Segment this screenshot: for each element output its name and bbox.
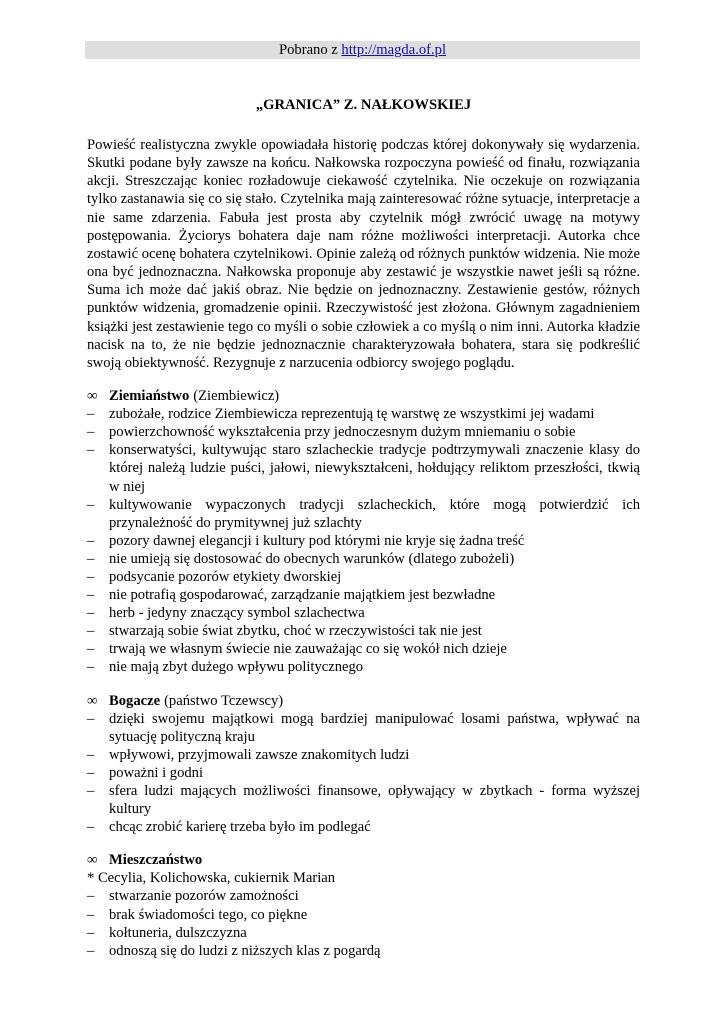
list-item: – stwarzają sobie świat zbytku, choć w rzeczywistości tak nie jest	[87, 622, 640, 640]
section-heading-subtitle: (państwo Tczewscy)	[164, 692, 284, 709]
section-1	[87, 692, 640, 837]
list-item: – dzięki swojemu majątkowi mogą bardziej manipulować losami państwa, wpływać na sytuację polityczną kraju	[87, 710, 640, 746]
list-item: – stwarzanie pozorów zamożności	[87, 887, 640, 905]
section-note: * Cecylia, Kolichowska, cukiernik Marian	[87, 870, 336, 887]
list-item: – kołtuneria, dulszczyzna	[87, 924, 640, 942]
section-heading	[87, 387, 640, 405]
list-item: – nie potrafią gospodarować, zarządzanie majątkiem jest bezwładne	[87, 586, 640, 604]
list-item: – brak świadomości tego, co piękne	[87, 906, 640, 924]
section-heading-label: Bogacze	[109, 692, 161, 709]
section-heading-label: Ziemiaństwo	[109, 388, 190, 405]
list-item: – herb - jedyny znaczący symbol szlachectwa	[87, 604, 640, 622]
sections-container	[87, 387, 640, 960]
section-list	[87, 405, 640, 676]
list-item: – kultywowanie wypaczonych tradycji szlacheckich, które mogą potwierdzić ich przynależność do prymitywnej już szlachty	[87, 496, 640, 532]
section-list	[87, 710, 640, 837]
list-item: – nie mają zbyt dużego wpływu politycznego	[87, 658, 640, 676]
download-source-bar	[85, 41, 640, 59]
list-item: – odnoszą się do ludzi z niższych klas z pogardą	[87, 942, 640, 960]
list-item: – chcąc zrobić karierę trzeba było im podlegać	[87, 818, 640, 836]
section-2	[87, 851, 640, 960]
infinity-bullet-icon: ∞	[87, 852, 98, 869]
list-item: – podsycanie pozorów etykiety dworskiej	[87, 568, 640, 586]
list-item: – trwają we własnym świecie nie zauważając co się wokół nich dzieje	[87, 640, 640, 658]
download-source-prefix: Pobrano z	[279, 42, 342, 58]
list-item: – sfera ludzi mających możliwości finansowe, opływający w zbytkach - forma wyższej kultury	[87, 782, 640, 818]
intro-paragraph: Powieść realistyczna zwykle opowiadała historię podczas której dokonywały się wydarzenia. Skutki podane były zawsze na końcu. Nałkowska rozpoczyna powieść od finału, rozwiązania akcji. Streszczając koniec rozładowuje ciekawość czytelnika. Nie oczekuje on rozwiązania tylko zastanawia się co się stało. Czytelnika mają zainteresować różne sytuacje, interpretacje a nie same zdarzenia. Fabuła jest prosta aby czytelnik mógł zwrócić uwagę na motywy postępowania. Życiorys bohatera daje nam różne możliwości interpretacji. Autorka chce zostawić ocenę bohatera czytelnikowi. Opinie zależą od różnych punktów widzenia. Nie może ona być jednoznaczna. Nałkowska proponuje aby zestawić je wszystkie nawet jeśli są różne. Suma ich może dać jakiś obraz. Nie będzie on jednoznaczny. Zestawienie gestów, różnych punktów widzenia, gromadzenie opinii. Rzeczywistość jest złożona. Głównym zagadnieniem książki jest zestawienie tego co myśli o sobie człowiek a co myślą o nim inni. Autorka kładzie nacisk na to, że nie będzie jednoznacznie charakteryzowała bohatera, stara się podkreślić swoją obiektywność. Rezygnuje z narzucenia odbiorcy swojego poglądu.	[87, 137, 640, 371]
section-heading-label: Mieszczaństwo	[109, 852, 203, 869]
list-item: – powierzchowność wykształcenia przy jednoczesnym dużym mniemaniu o sobie	[87, 423, 640, 441]
list-item: – konserwatyści, kultywując staro szlacheckie tradycje podtrzymywali znaczenie klasy do której należą ludzie puści, jałowi, niewykształceni, hołdujący reliktom przeszłości, tkwią w niej	[87, 441, 640, 495]
document-title: „GRANICA” Z. NAŁKOWSKIEJ	[255, 97, 472, 113]
section-heading-subtitle: (Ziembiewicz)	[193, 388, 280, 405]
list-item: – zubożałe, rodzice Ziembiewicza reprezentują tę warstwę ze wszystkimi jej wadami	[87, 405, 640, 423]
section-0	[87, 387, 640, 677]
section-list	[87, 887, 640, 959]
list-item: – pozory dawnej elegancji i kultury pod którymi nie kryje się żadna treść	[87, 532, 640, 550]
infinity-bullet-icon: ∞	[87, 388, 98, 405]
section-heading	[87, 851, 640, 869]
list-item: – nie umieją się dostosować do obecnych warunków (dlatego zubożeli)	[87, 550, 640, 568]
source-link[interactable]: http://magda.of.pl	[341, 42, 446, 58]
list-item: – poważni i godni	[87, 764, 640, 782]
document-body	[87, 96, 640, 960]
list-item: – wpływowi, przyjmowali zawsze znakomitych ludzi	[87, 746, 640, 764]
infinity-bullet-icon: ∞	[87, 692, 98, 709]
section-heading	[87, 692, 640, 710]
